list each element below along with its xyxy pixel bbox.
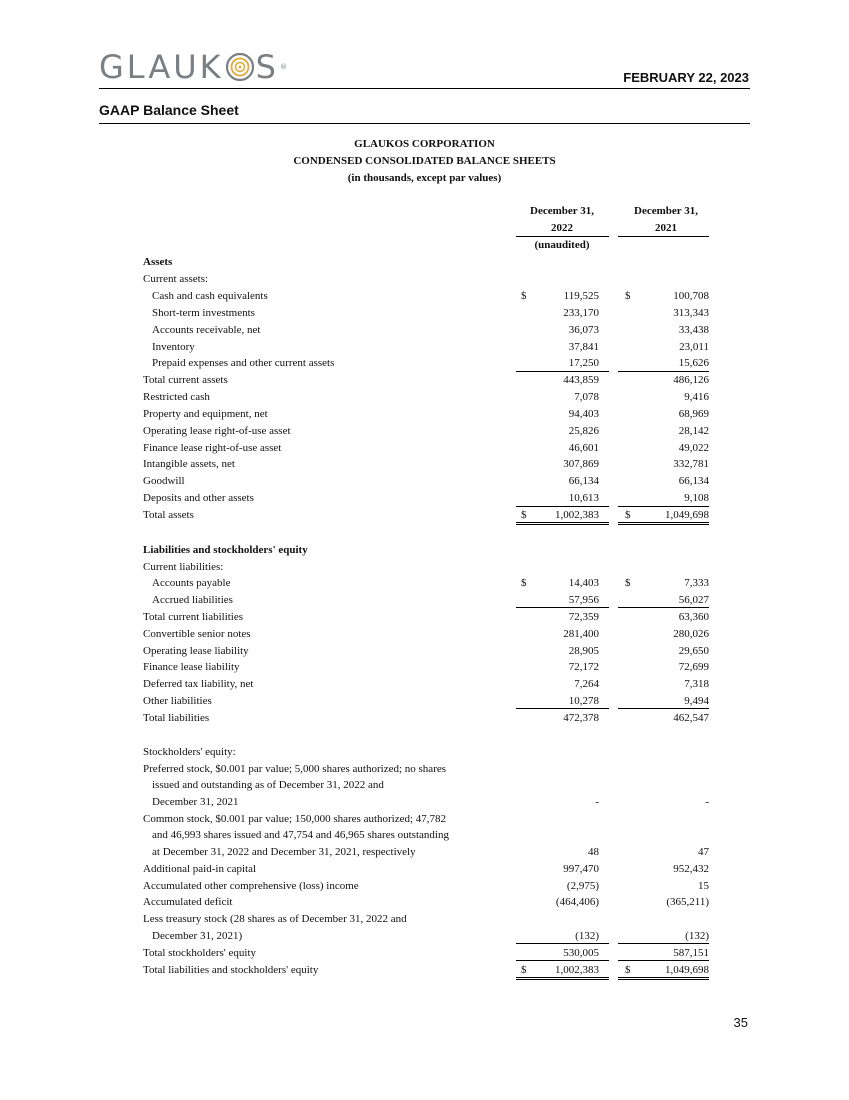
row-label: Total liabilities and stockholders' equity [143,964,319,976]
value-2021: (365,211) [666,896,709,908]
value-2021: 7,318 [684,678,709,690]
logo-registered-mark: ® [279,63,287,71]
value-2021: 1,049,698 [665,509,709,521]
value-2022: 10,613 [568,492,599,504]
table-row [143,645,709,662]
row-label: and 46,993 shares issued and 47,754 and 46,965 shares outstanding [152,829,449,841]
col1-header-rule [516,236,609,237]
statement-subtitle: (in thousands, except par values) [347,172,502,184]
value-2021: 23,011 [679,341,709,353]
row-label: Operating lease liability [143,645,249,657]
row-label: Finance lease liability [143,661,240,673]
currency-symbol: $ [521,509,527,521]
table-row [143,273,709,290]
value-2021: 280,026 [673,628,709,640]
value-2022: 72,359 [568,611,599,623]
row-label: Total stockholders' equity [143,947,257,959]
subtotal-rule [618,506,709,507]
value-2022: 36,073 [568,324,599,336]
row-label: Less treasury stock (28 shares as of December 31, 2022 and [143,913,407,925]
value-2021: 33,438 [678,324,709,336]
value-2021: 9,494 [684,695,709,707]
table-row [143,561,709,578]
table-row [143,813,709,830]
row-label: Accumulated other comprehensive (loss) income [143,880,359,892]
subtotal-rule [516,506,609,507]
row-label: at December 31, 2022 and December 31, 2021, respectively [152,846,416,858]
value-2022: 17,250 [568,357,599,369]
value-2022: (464,406) [555,896,599,908]
row-label: Goodwill [143,475,185,487]
value-2021: 63,360 [678,611,709,623]
row-label: Restricted cash [143,391,210,403]
value-2022: - [595,796,599,808]
value-2021: 56,027 [678,594,709,606]
currency-symbol: $ [521,577,527,589]
row-label: Total liabilities [143,712,210,724]
row-label: Property and equipment, net [143,408,268,420]
value-2022: 1,002,383 [555,509,599,521]
table-row [143,577,709,594]
value-2022: 72,172 [568,661,599,673]
table-row [143,896,709,913]
logo-o-swirl-icon [225,52,255,82]
header-rule [99,88,750,89]
table-row [143,290,709,307]
value-2021: 486,126 [673,374,709,386]
table-row [143,594,709,611]
row-label: Accrued liabilities [152,594,233,606]
value-2022: 14,403 [568,577,599,589]
value-2021: 72,699 [678,661,709,673]
value-2021: 9,108 [684,492,709,504]
section-title: GAAP Balance Sheet [99,102,239,118]
table-row [143,544,709,561]
statement-title: CONDENSED CONSOLIDATED BALANCE SHEETS [293,155,556,167]
value-2021: 66,134 [678,475,709,487]
value-2021: 332,781 [673,458,709,470]
value-2022: (2,975) [566,880,599,892]
value-2021: 47 [698,846,709,858]
table-row [143,913,709,930]
table-row [143,661,709,678]
total-double-rule [516,977,609,980]
value-2021: 313,343 [673,307,709,319]
row-label: Accumulated deficit [143,896,233,908]
subtotal-rule [516,960,609,961]
currency-symbol: $ [521,290,527,302]
value-2022: 307,869 [563,458,599,470]
value-2022: 57,956 [568,594,599,606]
col1-header-note: (unaudited) [534,239,590,251]
currency-symbol: $ [625,577,631,589]
row-label: Prepaid expenses and other current assets [152,357,335,369]
row-label: Current assets: [143,273,209,285]
table-row [143,374,709,391]
row-label: Assets [143,256,173,268]
table-row [143,442,709,459]
table-row [143,611,709,628]
row-label: Total assets [143,509,194,521]
currency-symbol: $ [625,964,631,976]
value-2022: 37,841 [568,341,599,353]
row-label: Deposits and other assets [143,492,254,504]
value-2022: 7,078 [574,391,599,403]
value-2021: 7,333 [684,577,709,589]
row-label: Stockholders' equity: [143,746,236,758]
table-row [143,880,709,897]
row-label: December 31, 2021 [152,796,239,808]
value-2022: 472,378 [563,712,599,724]
row-label: Finance lease right-of-use asset [143,442,282,454]
table-row [143,307,709,324]
logo-text-right: S [255,48,279,86]
col2-header-line2: 2021 [655,222,677,234]
subtotal-rule [618,371,709,372]
row-label: Convertible senior notes [143,628,251,640]
table-row [143,256,709,273]
value-2022: 10,278 [568,695,599,707]
row-label: Common stock, $0.001 par value; 150,000 shares authorized; 47,782 [143,813,447,825]
value-2022: 25,826 [568,425,599,437]
currency-symbol: $ [625,290,631,302]
row-label: Current liabilities: [143,561,224,573]
total-double-rule [618,977,709,980]
subtotal-rule [516,708,609,709]
value-2022: 7,264 [574,678,599,690]
table-row [143,628,709,645]
row-label: Short-term investments [152,307,255,319]
total-double-rule [618,522,709,525]
value-2021: 15,626 [678,357,709,369]
section-rule [99,123,750,124]
company-name: GLAUKOS CORPORATION [354,138,495,150]
value-2022: 119,525 [563,290,599,302]
value-2022: 443,859 [563,374,599,386]
table-row [143,796,709,813]
table-row [143,746,709,763]
row-label: Accounts payable [152,577,231,589]
value-2021: 68,969 [678,408,709,420]
value-2022: (132) [575,930,599,942]
row-label: Cash and cash equivalents [152,290,268,302]
subtotal-rule [618,607,709,608]
table-row [143,425,709,442]
table-row [143,846,709,863]
table-row [143,779,709,796]
table-row [143,712,709,729]
row-label: Liabilities and stockholders' equity [143,544,308,556]
table-row [143,324,709,341]
table-row [143,947,709,964]
value-2022: 94,403 [568,408,599,420]
value-2022: 281,400 [563,628,599,640]
value-2021: 952,432 [673,863,709,875]
row-label: December 31, 2021) [152,930,243,942]
report-date: FEBRUARY 22, 2023 [623,70,749,85]
value-2021: - [705,796,709,808]
value-2022: 46,601 [568,442,599,454]
value-2021: 15 [698,880,709,892]
subtotal-rule [618,960,709,961]
value-2022: 233,170 [563,307,599,319]
value-2021: 9,416 [684,391,709,403]
glaukos-logo [99,50,287,84]
value-2021: 100,708 [673,290,709,302]
row-label: Deferred tax liability, net [143,678,254,690]
value-2022: 66,134 [568,475,599,487]
table-row [143,341,709,358]
value-2021: 49,022 [678,442,709,454]
subtotal-rule [618,943,709,944]
table-row [143,829,709,846]
value-2021: (132) [685,930,709,942]
subtotal-rule [618,708,709,709]
row-label: issued and outstanding as of December 31, 2022 and [152,779,384,791]
row-label: Inventory [152,341,195,353]
col1-header-line2: 2022 [551,222,573,234]
value-2022: 530,005 [563,947,599,959]
subtotal-rule [516,943,609,944]
subtotal-rule [516,371,609,372]
value-2021: 29,650 [678,645,709,657]
value-2022: 1,002,383 [555,964,599,976]
currency-symbol: $ [625,509,631,521]
subtotal-rule [516,607,609,608]
table-row [143,930,709,947]
total-double-rule [516,522,609,525]
table-row [143,863,709,880]
row-label: Other liabilities [143,695,212,707]
value-2022: 997,470 [563,863,599,875]
value-2022: 48 [588,846,599,858]
row-label: Total current assets [143,374,228,386]
table-row [143,678,709,695]
value-2021: 462,547 [673,712,709,724]
row-label: Total current liabilities [143,611,244,623]
row-label: Operating lease right-of-use asset [143,425,291,437]
row-label: Intangible assets, net [143,458,235,470]
table-row [143,695,709,712]
value-2021: 28,142 [678,425,709,437]
logo-text-left: GLAUK [99,48,224,86]
table-row [143,475,709,492]
col1-header-line1: December 31, [530,205,594,217]
row-label: Additional paid-in capital [143,863,257,875]
table-row [143,458,709,475]
table-row [143,763,709,780]
page-number: 35 [733,1015,748,1030]
currency-symbol: $ [521,964,527,976]
col2-header-line1: December 31, [634,205,698,217]
col2-header-rule [618,236,709,237]
table-row [143,391,709,408]
value-2021: 1,049,698 [665,964,709,976]
table-row [143,408,709,425]
value-2022: 28,905 [568,645,599,657]
row-label: Accounts receivable, net [152,324,261,336]
row-label: Preferred stock, $0.001 par value; 5,000 shares authorized; no shares [143,763,447,775]
value-2021: 587,151 [673,947,709,959]
